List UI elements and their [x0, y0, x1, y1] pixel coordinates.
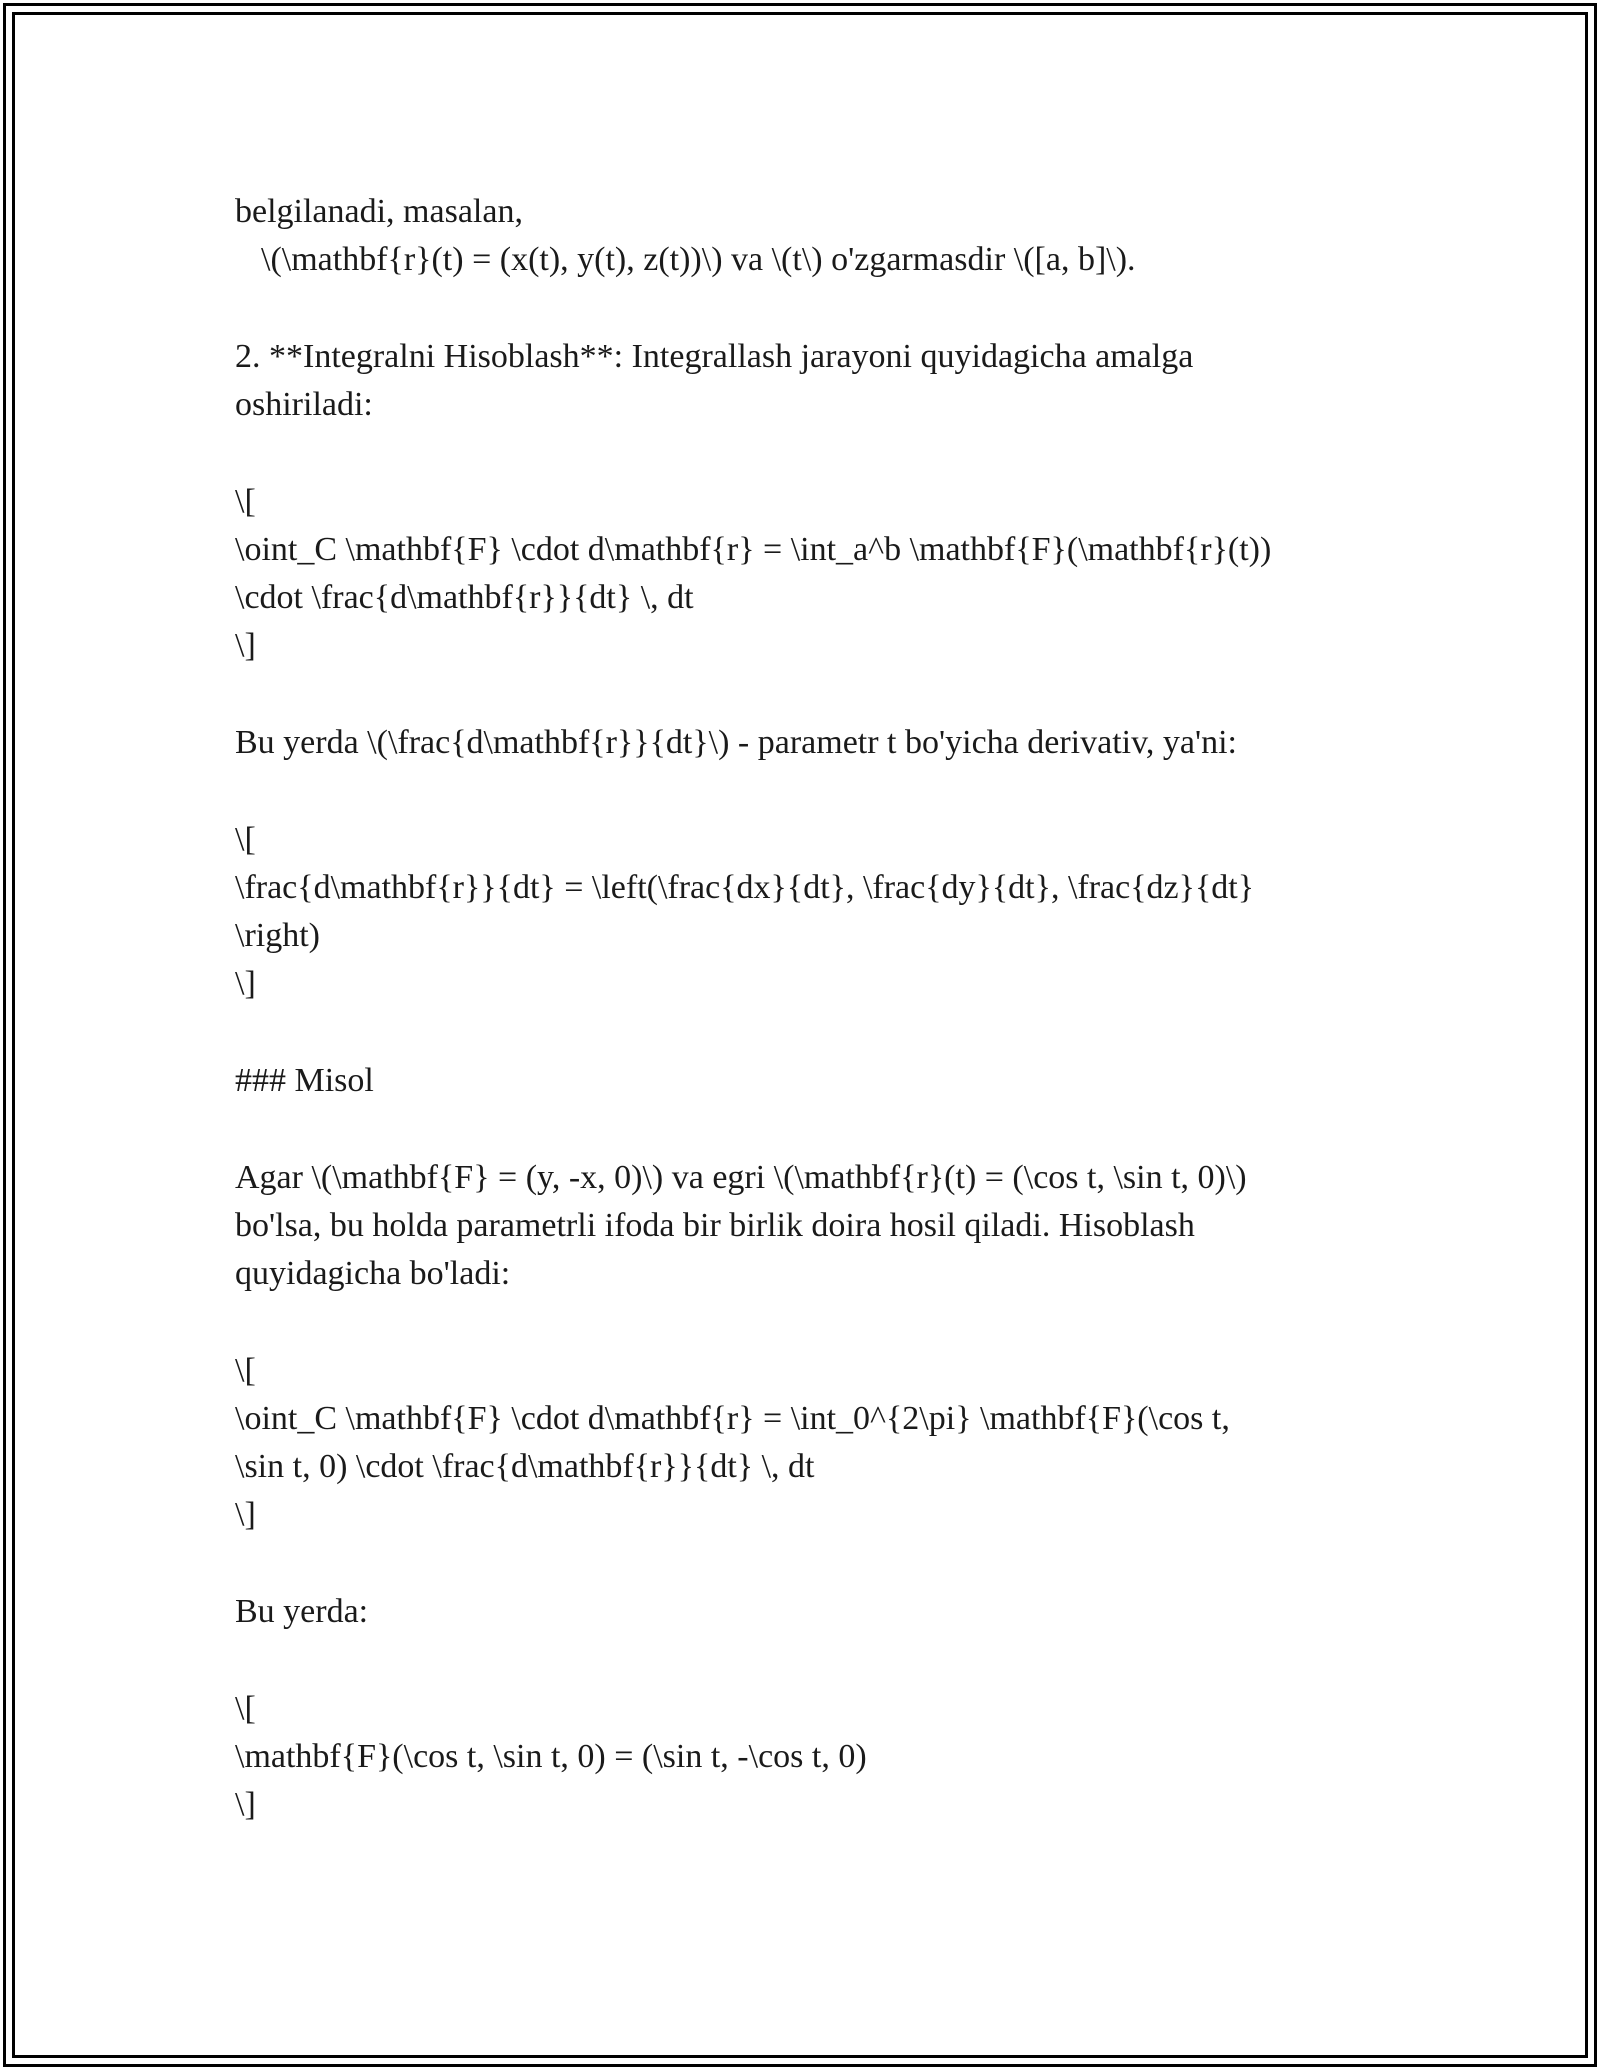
- text-line: quyidagicha bo'ladi:: [235, 1255, 511, 1292]
- formula-close: \]: [235, 1786, 256, 1823]
- section-heading: ### Misol: [235, 1062, 374, 1099]
- text-line: Bu yerda:: [235, 1593, 369, 1630]
- formula-line: \sin t, 0) \cdot \frac{d\mathbf{r}}{dt} \, dt: [235, 1448, 815, 1485]
- text-line: oshiriladi:: [235, 386, 373, 423]
- formula-line: \cdot \frac{d\mathbf{r}}{dt} \, dt: [235, 579, 694, 616]
- formula-close: \]: [235, 965, 256, 1002]
- text-line: bo'lsa, bu holda parametrli ifoda bir birlik doira hosil qiladi. Hisoblash: [235, 1207, 1195, 1244]
- formula-open: \[: [235, 821, 256, 858]
- text-line: Bu yerda \(\frac{d\mathbf{r}}{dt}\) - parametr t bo'yicha derivativ, ya'ni:: [235, 724, 1238, 761]
- formula-line: \mathbf{F}(\cos t, \sin t, 0) = (\sin t, -\cos t, 0): [235, 1738, 867, 1775]
- formula-close: \]: [235, 1496, 256, 1533]
- formula-open: \[: [235, 1352, 256, 1389]
- text-line: Agar \(\mathbf{F} = (y, -x, 0)\) va egri \(\mathbf{r}(t) = (\cos t, \sin t, 0)\): [235, 1159, 1247, 1196]
- formula-line: \frac{d\mathbf{r}}{dt} = \left(\frac{dx}{dt}, \frac{dy}{dt}, \frac{dz}{dt}: [235, 869, 1255, 906]
- formula-line: \right): [235, 917, 320, 954]
- text-line: belgilanadi, masalan,: [235, 193, 523, 230]
- formula-line: \oint_C \mathbf{F} \cdot d\mathbf{r} = \int_0^{2\pi} \mathbf{F}(\cos t,: [235, 1400, 1230, 1437]
- list-item-heading: 2. **Integralni Hisoblash**: Integrallash jarayoni quyidagicha amalga: [235, 338, 1194, 375]
- formula-open: \[: [235, 483, 256, 520]
- formula-line: \oint_C \mathbf{F} \cdot d\mathbf{r} = \int_a^b \mathbf{F}(\mathbf{r}(t)): [235, 531, 1272, 568]
- inline-formula-line: \(\mathbf{r}(t) = (x(t), y(t), z(t))\) va \(t\) o'zgarmasdir \([a, b]\).: [261, 241, 1136, 278]
- formula-open: \[: [235, 1690, 256, 1727]
- formula-close: \]: [235, 627, 256, 664]
